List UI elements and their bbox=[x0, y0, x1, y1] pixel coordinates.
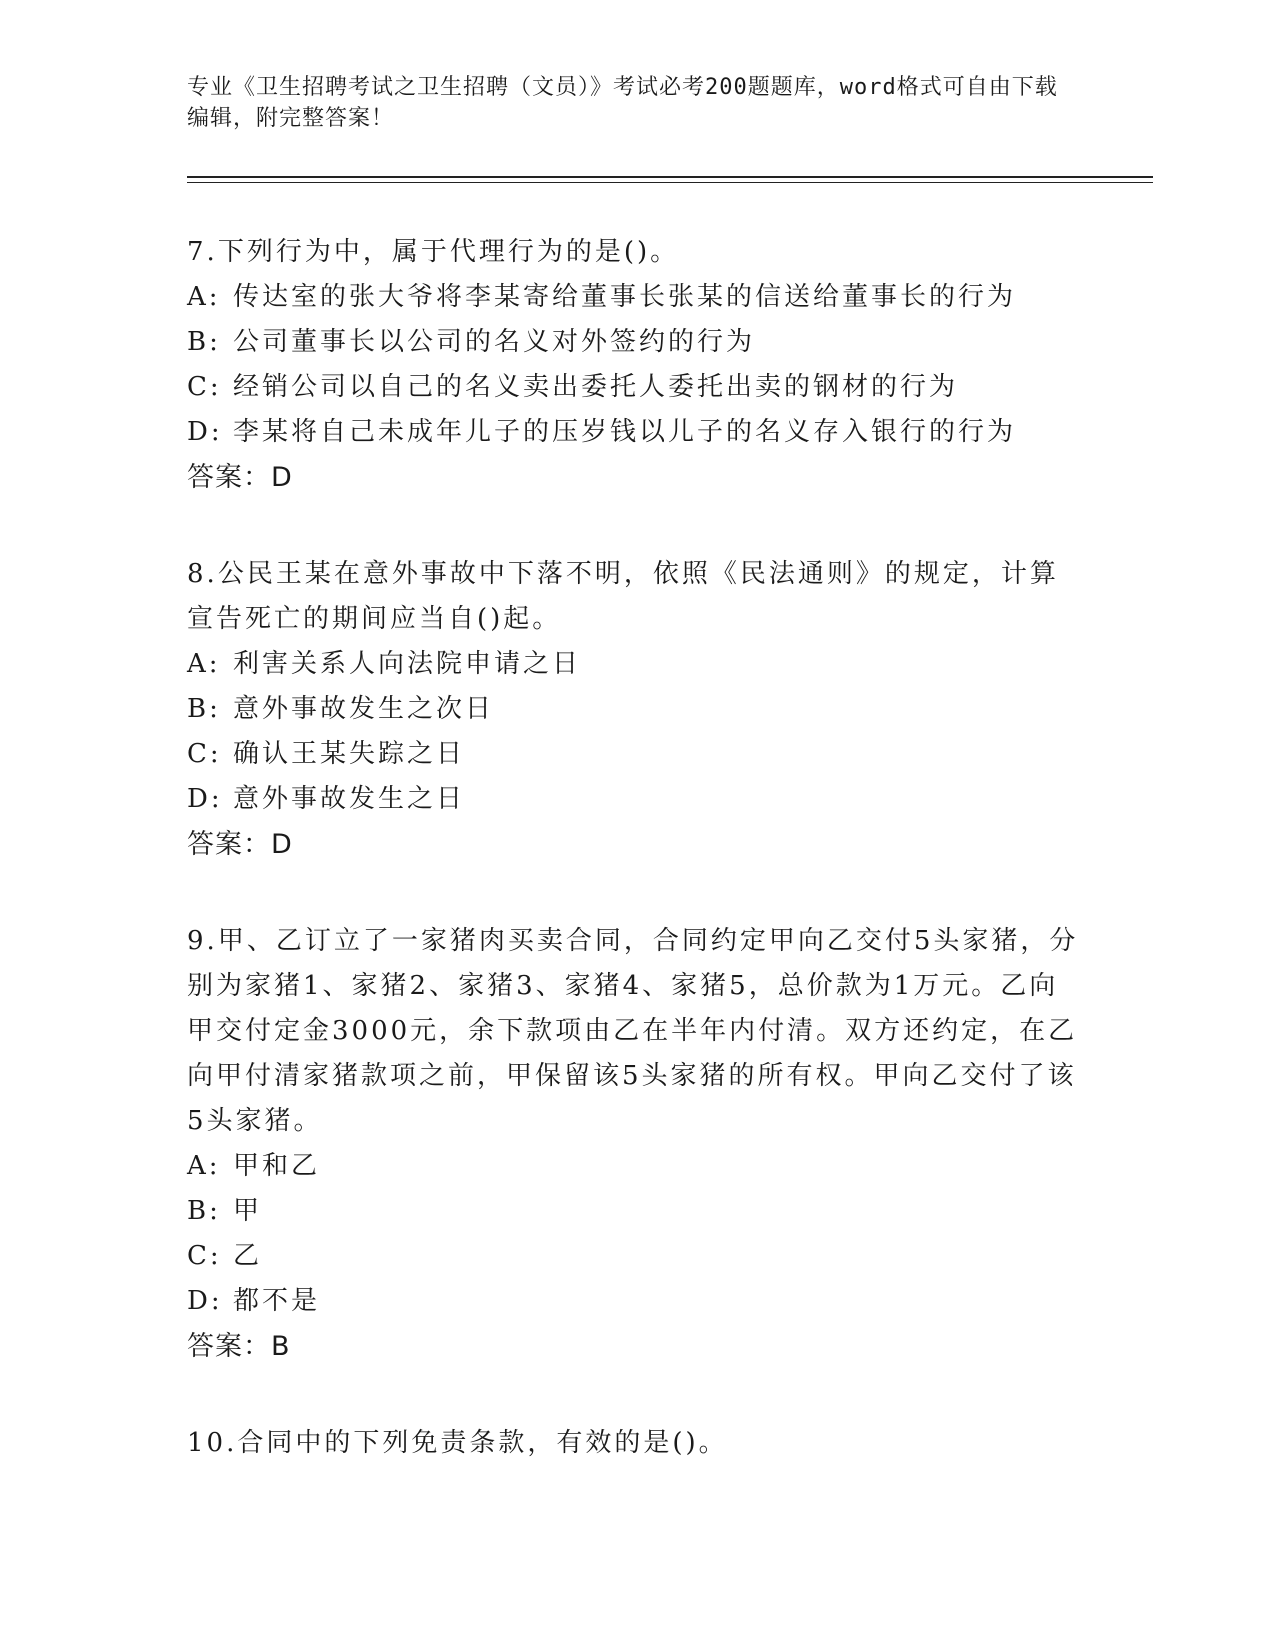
option-b bbox=[187, 320, 1087, 365]
option-c bbox=[187, 1234, 1087, 1279]
question-number: 10. bbox=[187, 1428, 238, 1458]
question-10 bbox=[187, 1421, 1087, 1466]
option-text: 都不是 bbox=[233, 1286, 321, 1316]
option-key: A: bbox=[187, 1151, 221, 1181]
question-stem bbox=[187, 1421, 1087, 1466]
option-key: D: bbox=[187, 417, 223, 447]
option-key: D: bbox=[187, 784, 223, 814]
question-8 bbox=[187, 552, 1087, 867]
option-key: C: bbox=[187, 739, 222, 769]
option-text: 传达室的张大爷将李某寄给董事长张某的信送给董事长的行为 bbox=[233, 282, 1017, 312]
header-intro: 专业《卫生招聘考试之卫生招聘（文员）》考试必考200题题库，word格式可自由下载编辑，附完整答案！ bbox=[187, 75, 1058, 131]
option-key: A: bbox=[187, 282, 221, 312]
option-key: A: bbox=[187, 649, 221, 679]
header-divider-thin bbox=[187, 182, 1153, 183]
question-stem bbox=[187, 552, 1087, 642]
question-list bbox=[187, 230, 1087, 1518]
question-9 bbox=[187, 919, 1087, 1369]
header-divider-thick bbox=[187, 176, 1153, 178]
option-key: C: bbox=[187, 1241, 222, 1271]
question-number: 9. bbox=[187, 926, 218, 956]
option-key: B: bbox=[187, 327, 221, 357]
option-key: B: bbox=[187, 1196, 221, 1226]
answer-label: 答案： bbox=[187, 829, 271, 860]
answer-label: 答案： bbox=[187, 462, 271, 493]
document-header bbox=[187, 72, 1067, 134]
option-text: 经销公司以自己的名义卖出委托人委托出卖的钢材的行为 bbox=[233, 372, 959, 402]
option-a bbox=[187, 642, 1087, 687]
question-text: 公民王某在意外事故中下落不明，依照《民法通则》的规定，计算宣告死亡的期间应当自()起。 bbox=[187, 559, 1059, 634]
option-text: 意外事故发生之日 bbox=[233, 784, 466, 814]
question-stem bbox=[187, 919, 1087, 1144]
option-c bbox=[187, 365, 1087, 410]
option-text: 李某将自己未成年儿子的压岁钱以儿子的名义存入银行的行为 bbox=[233, 417, 1017, 447]
question-number: 8. bbox=[187, 559, 218, 589]
option-text: 利害关系人向法院申请之日 bbox=[233, 649, 582, 679]
option-text: 乙 bbox=[233, 1241, 263, 1271]
question-text: 下列行为中，属于代理行为的是()。 bbox=[217, 237, 680, 267]
option-text: 确认王某失踪之日 bbox=[233, 739, 466, 769]
option-b bbox=[187, 1189, 1087, 1234]
answer-value: D bbox=[271, 829, 293, 860]
option-d bbox=[187, 777, 1087, 822]
option-text: 甲 bbox=[233, 1196, 263, 1226]
option-text: 甲和乙 bbox=[233, 1151, 321, 1181]
answer-value: B bbox=[271, 1331, 291, 1362]
question-text: 合同中的下列免责条款，有效的是()。 bbox=[237, 1428, 728, 1458]
option-key: D: bbox=[187, 1286, 223, 1316]
option-b bbox=[187, 687, 1087, 732]
question-number: 7. bbox=[187, 237, 218, 267]
option-text: 意外事故发生之次日 bbox=[233, 694, 495, 724]
option-d bbox=[187, 1279, 1087, 1324]
option-d bbox=[187, 410, 1087, 455]
option-key: B: bbox=[187, 694, 221, 724]
question-text: 甲、乙订立了一家猪肉买卖合同，合同约定甲向乙交付5头家猪，分别为家猪1、家猪2、家猪3、家猪4、家猪5，总价款为1万元。乙向甲交付定金3000元，余下款项由乙在半年内付清。双方还约定，在乙向甲付清家猪款项之前，甲保留该5头家猪的所有权。甲向乙交付了该5头家猪。 bbox=[187, 926, 1079, 1136]
option-a bbox=[187, 275, 1087, 320]
answer-value: D bbox=[271, 462, 293, 493]
question-7 bbox=[187, 230, 1087, 500]
option-c bbox=[187, 732, 1087, 777]
option-key: C: bbox=[187, 372, 222, 402]
answer-line bbox=[187, 822, 1087, 867]
option-a bbox=[187, 1144, 1087, 1189]
answer-label: 答案： bbox=[187, 1331, 271, 1362]
question-stem bbox=[187, 230, 1087, 275]
answer-line bbox=[187, 455, 1087, 500]
option-text: 公司董事长以公司的名义对外签约的行为 bbox=[233, 327, 756, 357]
answer-line bbox=[187, 1324, 1087, 1369]
